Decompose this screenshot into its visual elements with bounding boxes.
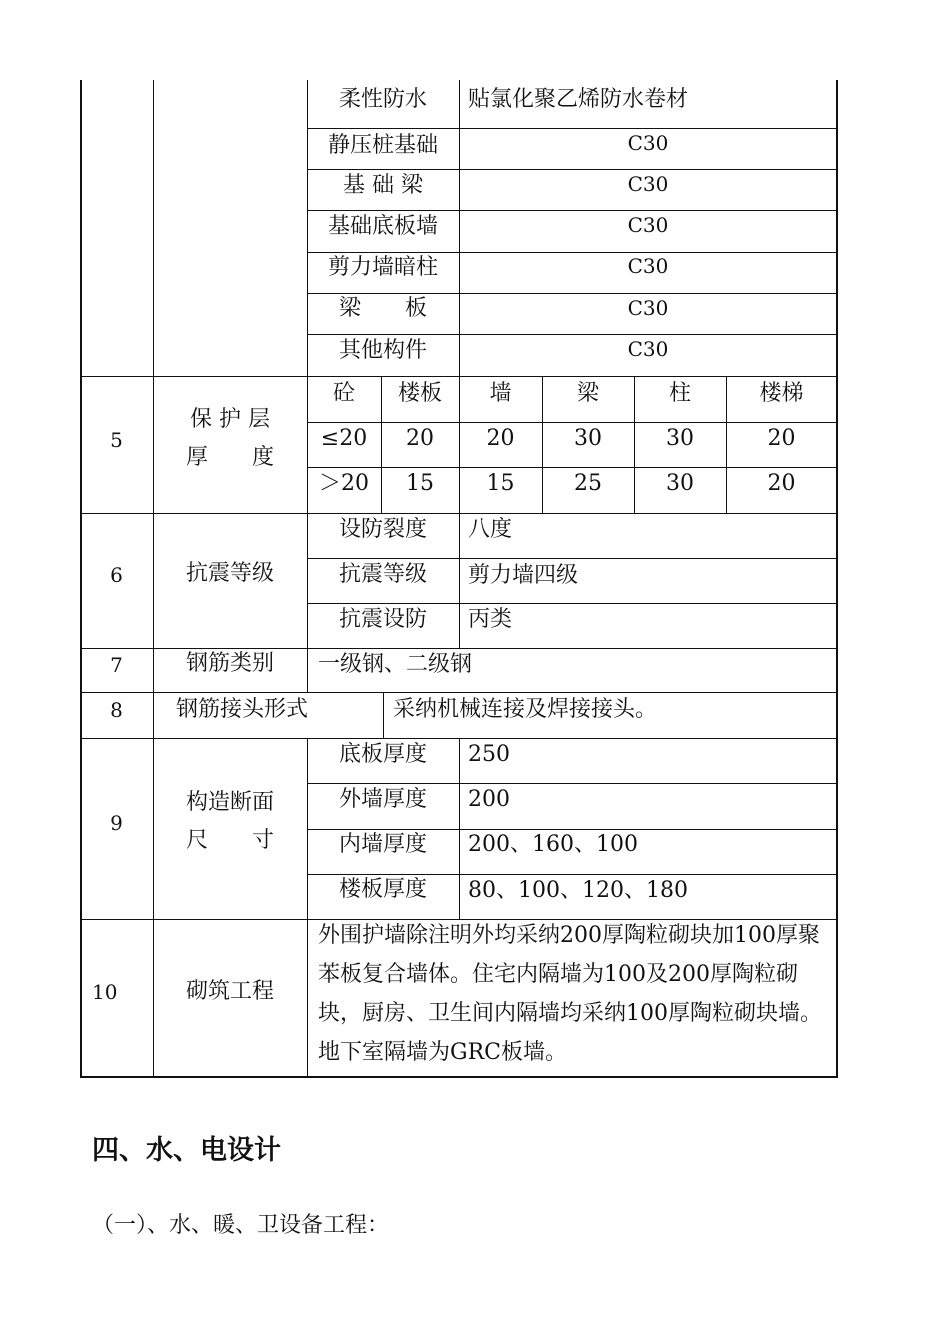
cell-label: 其他构件 bbox=[338, 338, 427, 363]
row-line bbox=[307, 210, 837, 211]
table-cell: 20 bbox=[767, 426, 796, 451]
cell-value: 丙类 bbox=[468, 607, 513, 632]
table-header: 砼 bbox=[332, 381, 355, 406]
cell-label: 剪力墙暗柱 bbox=[327, 255, 438, 280]
row-line bbox=[307, 783, 837, 784]
cell-label: 抗震设防 bbox=[338, 607, 427, 632]
subsection-heading: （一）、水、暖、卫设备工程： bbox=[92, 1213, 390, 1238]
table-cell: 30 bbox=[574, 426, 602, 451]
section-heading: 四、水、电设计 bbox=[92, 1135, 281, 1166]
table-cell: 30 bbox=[666, 426, 694, 451]
cell-paragraph: 外围护墙除注明外均采纳200厚陶粒砌块加100厚聚苯板复合墙体。住宅内隔墙为100及200厚陶粒砌块，厨房、卫生间内隔墙均采纳100厚陶粒砌块墙。地下室隔墙为GRC板墙。 bbox=[318, 923, 822, 1065]
row-line bbox=[307, 467, 837, 468]
cell-label: 静压桩基础 bbox=[327, 133, 438, 158]
cell-label: 外墙厚度 bbox=[338, 787, 427, 812]
row-line bbox=[80, 376, 838, 377]
col-line bbox=[383, 693, 384, 738]
cell-label: 基础底板墙 bbox=[327, 214, 438, 239]
cell-value: 250 bbox=[468, 742, 510, 767]
table-header: 梁 bbox=[576, 381, 599, 406]
cell-value: C30 bbox=[627, 296, 669, 320]
table-cell: 20 bbox=[406, 426, 434, 451]
cell-value: 剪力墙四级 bbox=[468, 563, 579, 588]
row-title: 厚 度 bbox=[185, 445, 274, 470]
cell-value: C30 bbox=[627, 172, 669, 196]
row-title: 构造断面 bbox=[185, 790, 274, 815]
cell-value: C30 bbox=[627, 131, 669, 155]
table-cell: ＞20 bbox=[319, 471, 369, 496]
table-cell: ≤20 bbox=[320, 426, 368, 451]
row-line bbox=[307, 334, 837, 335]
row-title: 钢筋类别 bbox=[185, 651, 274, 676]
table-cell: 15 bbox=[406, 471, 434, 496]
cell-label: 设防裂度 bbox=[338, 517, 427, 542]
cell-value: 采纳机械连接及焊接接头。 bbox=[393, 697, 658, 722]
table-cell: 30 bbox=[666, 471, 694, 496]
row-line bbox=[307, 874, 837, 875]
row-title: 保 护 层 bbox=[190, 407, 270, 432]
cell-label: 内墙厚度 bbox=[338, 832, 427, 857]
row-number: 9 bbox=[110, 811, 123, 835]
table-cell: 20 bbox=[486, 426, 515, 451]
row-line bbox=[80, 648, 838, 649]
row-title: 砌筑工程 bbox=[185, 979, 274, 1004]
cell-label: 抗震等级 bbox=[338, 562, 427, 587]
row-line bbox=[307, 603, 837, 604]
cell-value: 八度 bbox=[468, 517, 513, 542]
cell-value: 贴氯化聚乙烯防水卷材 bbox=[468, 87, 689, 112]
row-line bbox=[307, 293, 837, 294]
table-cell: 25 bbox=[574, 471, 602, 496]
cell-value: C30 bbox=[627, 213, 669, 237]
row-title: 钢筋接头形式 bbox=[176, 697, 309, 722]
row-line bbox=[307, 422, 837, 423]
table-header: 墙 bbox=[489, 381, 512, 406]
row-number: 6 bbox=[110, 563, 123, 587]
row-title: 抗震等级 bbox=[185, 561, 274, 586]
row-number: 5 bbox=[110, 428, 123, 452]
row-line bbox=[307, 128, 837, 129]
cell-label: 柔性防水 bbox=[338, 87, 427, 112]
table-cell: 20 bbox=[767, 471, 796, 496]
row-line bbox=[307, 558, 837, 559]
cell-label: 基 础 梁 bbox=[343, 173, 423, 198]
row-line bbox=[307, 252, 837, 253]
cell-value: 80、100、120、180 bbox=[468, 878, 688, 903]
cell-value: 200 bbox=[468, 787, 510, 812]
cell-value: 200、160、100 bbox=[468, 832, 638, 857]
row-line bbox=[307, 169, 837, 170]
cell-value: C30 bbox=[627, 254, 669, 278]
row-number: 10 bbox=[92, 980, 118, 1004]
cell-value: C30 bbox=[627, 337, 669, 361]
table-header: 楼板 bbox=[397, 381, 442, 406]
cell-label: 梁 板 bbox=[338, 296, 427, 321]
row-title: 尺 寸 bbox=[185, 828, 274, 853]
table-header: 楼梯 bbox=[759, 381, 804, 406]
table-header: 柱 bbox=[668, 381, 691, 406]
cell-label: 底板厚度 bbox=[338, 742, 427, 767]
row-number: 8 bbox=[110, 698, 123, 722]
table-cell: 15 bbox=[486, 471, 515, 496]
cell-value: 一级钢、二级钢 bbox=[318, 652, 473, 677]
row-number: 7 bbox=[110, 653, 123, 677]
row-line bbox=[80, 692, 838, 693]
row-line bbox=[80, 513, 838, 514]
row-line bbox=[307, 829, 837, 830]
col-line bbox=[459, 514, 460, 648]
cell-label: 楼板厚度 bbox=[338, 877, 427, 902]
row-line bbox=[80, 738, 838, 739]
